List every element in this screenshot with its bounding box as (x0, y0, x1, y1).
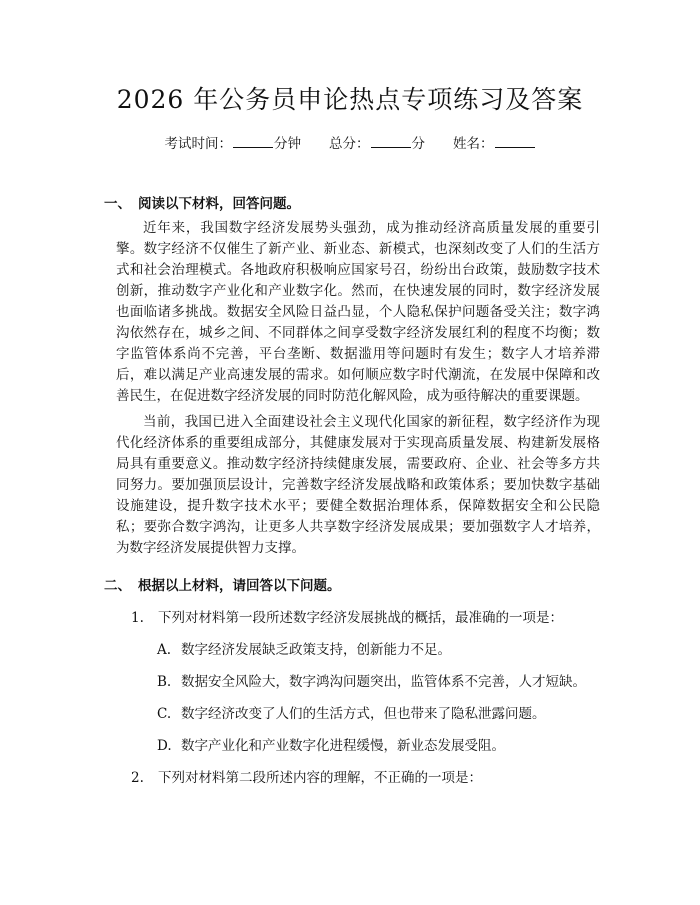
option-label-1b: B. (157, 674, 172, 690)
question-1 (131, 606, 563, 626)
name-label: 姓名： (453, 136, 494, 152)
question-number-1: 1. (131, 610, 144, 626)
section-heading-1 (104, 192, 300, 212)
exam-meta-line (0, 132, 700, 152)
score-label: 总分： (329, 136, 370, 152)
option-label-1c: C. (157, 706, 172, 722)
option-1d[interactable] (157, 734, 505, 754)
question-number-2: 2. (131, 770, 144, 786)
option-text-1d: 数字产业化和产业数字化进程缓慢，新业态发展受阻。 (181, 738, 505, 754)
material-paragraph-1: 近年来，我国数字经济发展势头强劲，成为推动经济高质量发展的重要引擎。数字经济不仅催生了新产业、新业态、新模式，也深刻改变了人们的生活方式和社会治理模式。各地政府积极响应国家号召，纷纷出台政策，鼓励数字技术创新，推动数字产业化和产业数字化。然而，在快速发展的同时，数字经济发展也面临诸多挑战。数据安全风险日益凸显，个人隐私保护问题备受关注；数字鸿沟依然存在，城乡之间、不同群体之间享受数字经济发展红利的程度不均衡；数字监管体系尚不完善，平台垄断、数据滥用等问题时有发生；数字人才培养滞后，难以满足产业高速发展的需求。如何顺应数字时代潮流，在发展中保障和改善民生，在促进数字经济发展的同时防范化解风险，成为亟待解决的重要课题。 (116, 220, 600, 404)
section-heading-2 (104, 574, 341, 594)
material-paragraph-2: 当前，我国已进入全面建设社会主义现代化国家的新征程，数字经济作为现代化经济体系的重要组成部分，其健康发展对于实现高质量发展、构建新发展格局具有重要意义。推动数字经济持续健康发展，需要政府、企业、社会等多方共同努力。要加强顶层设计，完善数字经济发展战略和政策体系；要加快数字基础设施建设，提升数字技术水平；要健全数据治理体系，保障数据安全和公民隐私；要弥合数字鸿沟，让更多人共享数字经济发展成果；要加强数字人才培养，为数字经济发展提供智力支撑。 (116, 414, 600, 556)
question-2 (131, 766, 482, 786)
question-text-1: 下列对材料第一段所述数字经济发展挑战的概括，最准确的一项是： (158, 610, 563, 626)
section-title-1: 阅读以下材料，回答问题。 (138, 196, 300, 212)
time-label: 考试时间： (164, 136, 232, 152)
option-label-1d: D. (157, 738, 172, 754)
section-number-2: 二、 (104, 578, 131, 594)
option-label-1a: A. (157, 642, 172, 658)
option-text-1b: 数据安全风险大，数字鸿沟问题突出，监管体系不完善，人才短缺。 (181, 674, 586, 690)
time-unit: 分钟 (274, 136, 301, 152)
option-1c[interactable] (157, 702, 546, 722)
score-blank[interactable] (371, 135, 411, 148)
time-blank[interactable] (233, 135, 273, 148)
section-number-1: 一、 (104, 196, 131, 212)
score-unit: 分 (411, 136, 425, 152)
option-1b[interactable] (157, 670, 586, 690)
name-blank[interactable] (495, 135, 535, 148)
option-1a[interactable] (157, 638, 451, 658)
option-text-1c: 数字经济改变了人们的生活方式，但也带来了隐私泄露问题。 (181, 706, 546, 722)
section-title-2: 根据以上材料，请回答以下问题。 (138, 578, 341, 594)
option-text-1a: 数字经济发展缺乏政策支持，创新能力不足。 (181, 642, 451, 658)
question-text-2: 下列对材料第二段所述内容的理解，不正确的一项是： (158, 770, 482, 786)
page-title: 2026 年公务员申论热点专项练习及答案 (116, 85, 584, 114)
